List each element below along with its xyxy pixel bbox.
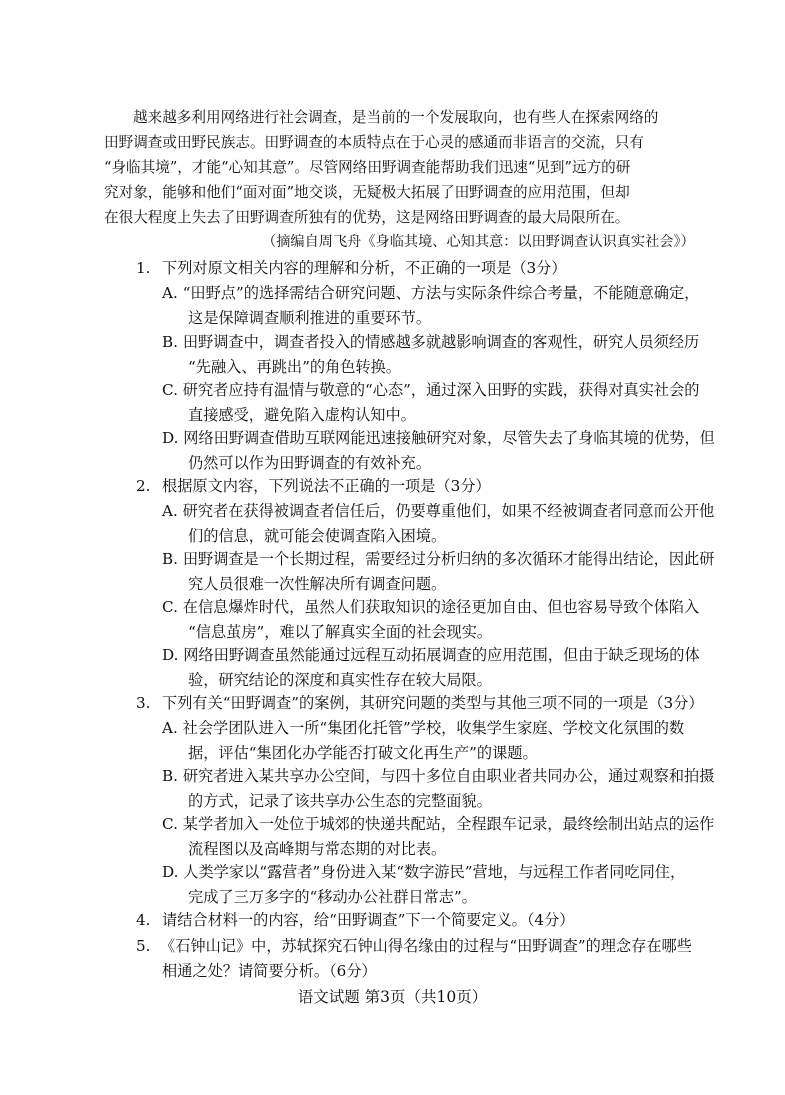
question-stem-line: 请结合材料一的内容，给“田野调查”下一个简要定义。（4分） <box>162 911 575 929</box>
option-text: 这是保障调查顺利推进的重要环节。 <box>188 308 431 327</box>
question-number: 3. <box>136 694 151 712</box>
option-2b <box>162 547 747 596</box>
question-stem-line: 根据原文内容，下列说法不正确的一项是（3分） <box>162 477 491 495</box>
option-text: 研究者进入某共享办公空间，与四十多位自由职业者共同办公，通过观察和拍摄 <box>182 767 715 785</box>
option-label: C. <box>162 381 178 399</box>
option-2a <box>162 499 747 548</box>
option-text: 据，评估“集团化办学能否打破文化再生产”的课题。 <box>188 743 538 762</box>
question-stem-line: 《石钟山记》中，苏轼探究石钟山得名缘由的过程与“田野调查”的理念存在哪些 <box>160 937 692 955</box>
passage-source: （摘编自周飞舟《身临其境、心知其意：以田野调查认识真实社会》） <box>262 234 695 250</box>
option-label: B. <box>162 333 178 351</box>
passage-line: 在很大程度上失去了田野调查所独有的优势，这是网络田野调查的最大局限所在。 <box>104 209 630 226</box>
option-text: 田野调查中，调查者投入的情感越多就越影响调查的客观性，研究人员须经历 <box>182 333 700 351</box>
option-text: 田野调查是一个长期过程，需要经过分析归纳的多次循环才能得出结论，因此研 <box>182 550 715 568</box>
passage-line: “身临其境”，才能“心知其意”。尽管网络田野调查能帮助我们迅速“见到”远方的研 <box>104 159 631 176</box>
option-3b <box>162 764 747 813</box>
question-stem-line: 相通之处？请简要分析。（6分） <box>162 961 377 980</box>
option-text: 完成了三万多字的“移动办公社群日常志”。 <box>188 887 477 906</box>
option-1b <box>162 330 747 379</box>
question-stem <box>162 256 782 281</box>
option-text: 流程图以及高峰期与常态期的对比表。 <box>188 839 447 858</box>
option-1d <box>162 426 747 475</box>
option-1a <box>162 281 747 330</box>
passage-line: 越来越多利用网络进行社会调查，是当前的一个发展取向，也有些人在探索网络的 <box>133 109 659 126</box>
option-2d <box>162 643 747 692</box>
option-text: “信息茧房”，难以了解真实全面的社会现实。 <box>188 622 493 641</box>
option-text: 们的信息，就可能会使调查陷入困境。 <box>188 526 447 545</box>
option-label: D. <box>162 863 179 881</box>
option-text: 人类学家以“露营者”身份进入某“数字游民”营地，与远程工作者同吃同住， <box>183 863 686 881</box>
question-number: 1. <box>136 259 151 277</box>
question-stem <box>160 934 780 983</box>
question-stem-line: 下列对原文相关内容的理解和分析，不正确的一项是（3分） <box>162 259 567 277</box>
question-stem <box>162 908 782 933</box>
option-label: A. <box>162 284 178 302</box>
question-number: 4. <box>136 911 151 929</box>
option-text: 社会学团队进入一所“集团化托管”学校，收集学生家庭、学校文化氛围的数 <box>182 719 685 737</box>
option-2c <box>162 595 747 644</box>
option-text: 研究者在获得被调查者信任后，仍要尊重他们，如果不经被调查者同意而公开他 <box>182 502 715 520</box>
option-label: A. <box>162 502 178 520</box>
question-number: 5. <box>136 937 151 955</box>
option-text: “先融入、再跳出”的角色转换。 <box>188 357 401 376</box>
option-label: B. <box>162 767 178 785</box>
option-text: 网络田野调查虽然能通过远程互动拓展调查的应用范围，但由于缺乏现场的体 <box>183 646 700 664</box>
option-1c <box>162 378 747 427</box>
option-text: 仍然可以作为田野调查的有效补充。 <box>188 453 431 472</box>
passage-paragraph <box>104 105 744 230</box>
option-text: 的方式，记录了该共享办公生态的完整面貌。 <box>188 791 492 810</box>
option-label: C. <box>162 598 178 616</box>
option-text: 某学者加入一处位于城郊的快递共配站，全程跟车记录，最终绘制出站点的运作 <box>182 815 715 833</box>
option-label: A. <box>162 719 178 737</box>
question-number: 2. <box>136 477 151 495</box>
question-stem <box>162 474 782 499</box>
option-3d <box>162 860 747 909</box>
passage-line: 田野调查或田野民族志。田野调查的本质特点在于心灵的感通而非语言的交流，只有 <box>104 134 644 151</box>
option-label: D. <box>162 429 179 447</box>
option-text: 在信息爆炸时代，虽然人们获取知识的途径更加自由、但也容易导致个体陷入 <box>182 598 700 616</box>
option-label: C. <box>162 815 178 833</box>
option-label: B. <box>162 550 178 568</box>
option-3a <box>162 716 747 765</box>
question-stem-line: 下列有关“田野调查”的案例，其研究问题的类型与其他三项不同的一项是（3分） <box>162 694 704 712</box>
option-text: 网络田野调查借助互联网能迅速接触研究对象，尽管失去了身临其境的优势，但 <box>183 429 715 447</box>
option-text: 研究者应持有温情与敬意的“心态”，通过深入田野的实践，获得对真实社会的 <box>182 381 700 399</box>
option-3c <box>162 812 747 861</box>
question-stem <box>162 691 782 716</box>
option-text: 验，研究结论的深度和真实性存在较大局限。 <box>188 670 492 689</box>
page-footer: 语文试题 第3页（共10页） <box>297 988 488 1006</box>
passage-line: 究对象，能够和他们“面对面”地交谈，无疑极大拓展了田野调查的应用范围，但却 <box>104 184 630 201</box>
option-text: 直接感受，避免陷入虚构认知中。 <box>188 405 416 424</box>
option-text: “田野点”的选择需结合研究问题、方法与实际条件综合考量，不能随意确定， <box>182 284 700 302</box>
option-text: 究人员很难一次性解决所有调查问题。 <box>188 574 447 593</box>
option-label: D. <box>162 646 179 664</box>
